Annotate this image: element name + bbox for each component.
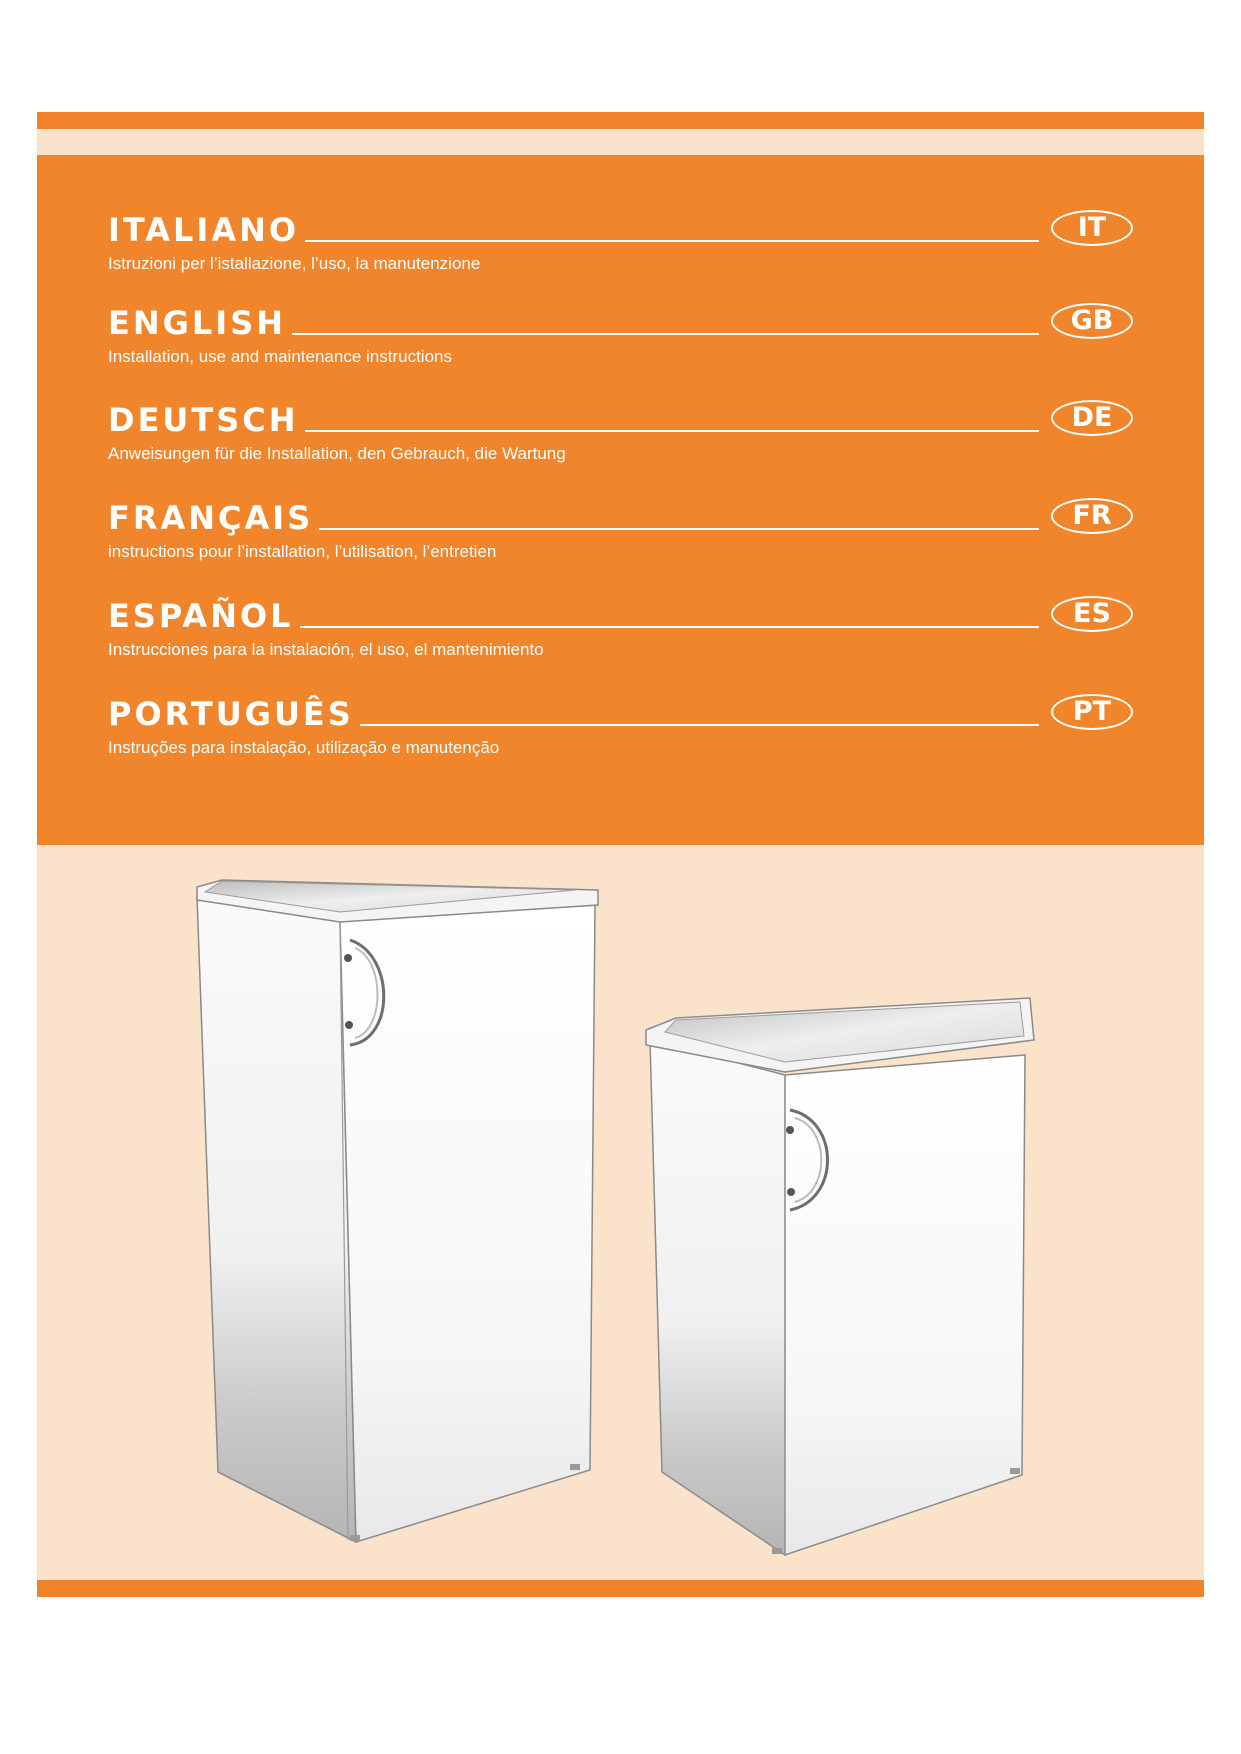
language-code-badge: ES (1051, 596, 1133, 632)
language-title: DEUTSCH (108, 401, 299, 439)
language-subtitle: Installation, use and maintenance instructions (108, 347, 452, 366)
language-title: ESPAÑOL (108, 597, 294, 635)
language-code-badge: PT (1051, 694, 1133, 730)
language-title: FRANÇAIS (108, 499, 314, 537)
title-rule (319, 528, 1039, 530)
top-orange-stripe (37, 112, 1204, 129)
language-entry-gb (108, 301, 1133, 381)
tall-refrigerator (197, 880, 598, 1542)
language-code-badge: IT (1051, 210, 1133, 246)
language-entry-fr (108, 496, 1133, 576)
bottom-orange-stripe (37, 1580, 1204, 1597)
language-subtitle: instructions pour l’installation, l’utilisation, l’entretien (108, 542, 497, 561)
language-entry-it (108, 208, 1133, 288)
language-entry-pt (108, 692, 1133, 772)
title-rule (305, 430, 1039, 432)
short-refrigerator (646, 998, 1034, 1555)
language-code-badge: DE (1051, 400, 1133, 436)
title-rule (360, 724, 1039, 726)
title-rule (300, 626, 1039, 628)
language-entry-de (108, 398, 1133, 478)
title-rule (305, 240, 1039, 242)
language-subtitle: Instrucciones para la instalación, el uso, el mantenimiento (108, 640, 544, 659)
refrigerators-illustration (37, 845, 1204, 1580)
language-code-badge: FR (1051, 498, 1133, 534)
language-title: ENGLISH (108, 304, 287, 342)
title-rule (292, 333, 1039, 335)
language-code-badge: GB (1051, 303, 1133, 339)
language-title: PORTUGUÊS (108, 695, 354, 733)
language-subtitle: Instruções para instalação, utilização e manutenção (108, 738, 500, 757)
language-title: ITALIANO (108, 211, 300, 249)
top-peach-stripe (37, 129, 1204, 155)
language-subtitle: Anweisungen für die Installation, den Gebrauch, die Wartung (108, 444, 566, 463)
language-subtitle: Istruzioni per l’istallazione, l’uso, la manutenzione (108, 254, 481, 273)
language-entry-es (108, 594, 1133, 674)
